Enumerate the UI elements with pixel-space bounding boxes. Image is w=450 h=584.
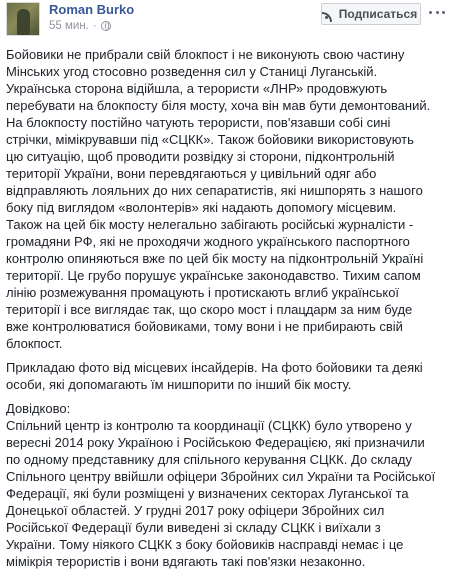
text-line: Бойовики не прибрали свій блокпост і не виконують свою частину [6,47,405,62]
globe-icon[interactable] [101,21,111,31]
follow-button[interactable] [321,3,421,25]
text-line: боку під виглядом «волонтерів» які надають допомогу місцевим. [6,200,397,215]
text-line: Довідково: [6,401,71,416]
text-line: вересні 2014 року Україною і Російською Федерацією, які призначили [6,435,425,450]
text-line: Мінських угод стосовно розведення сил у Станиці Луганській. [6,64,378,79]
text-line: відправляють лояльних до них сепаратистів, які нишпорять з нашого [6,183,423,198]
text-line: Спільного центру ввійшли офіцери Збройних сил України та Російської [6,469,436,484]
text-line: Спільний центр із контролю та координації (СЦКК) було утворено у [6,418,412,433]
text-line: України. Тому ніякого СЦКК з боку бойовиків насправді немає і це [6,537,404,552]
text-line: блокпост. [6,336,63,351]
post-body [6,46,446,577]
text-line: території України, вони перевдягаються у цивільний одяг або [6,166,377,181]
author-name[interactable]: Roman Burko [49,2,135,17]
text-line: На блокпосту постійно чатують терористи, пов'язавши собі сині [6,115,391,130]
text-line: особи, які допомагають їм нишпорити по інший бік мосту. [6,377,352,392]
text-line: Федерації, які були розміщені у визначених секторах Луганської та [6,486,409,501]
text-line: по одному представнику для спільного керування СЦКК. До складу [6,452,413,467]
post-time[interactable]: 55 мин. [49,20,89,32]
text-line: Донецької областей. У грудні 2017 року офіцери Збройних сил [6,503,385,518]
follow-label: Подписаться [338,7,418,21]
post-header [0,0,450,40]
more-options-icon[interactable] [429,6,445,18]
rss-icon [325,10,334,19]
text-line: території і все виглядає так, що скоро мост і плацдарм за ним буде [6,302,413,317]
avatar[interactable] [6,2,40,36]
text-line: мімікрія терористів і вони вдягають такі пов'язки незаконно. [6,554,366,569]
text-line: Українська сторона відійшла, а терористи «ЛНР» продовжують [6,81,388,96]
avatar-figure [17,9,30,35]
text-line: цю ситуацію, щоб проводити розвідку зі сторони, підконтрольній [6,149,395,164]
text-line: стрічки, мімікрувавши під «СЦКК». Також бойовики використовують [6,132,414,147]
middle-dot: · [92,20,97,32]
text-line: Прикладаю фото від місцевих інсайдерів. На фото бойовики та деякі [6,360,423,375]
post-paragraph [6,400,446,570]
text-line: перебувати на блокпосту біля мосту, хоча він мав бути демонтований. [6,98,431,113]
text-line: території. Це грубо порушує українське законодавство. Тихим сапом [6,268,421,283]
post-meta [49,20,111,32]
text-line: Російської Федерації були виведені зі складу СЦКК і виїхали з [6,520,381,535]
text-line: вже контролюватися бойовиками, тому вони і не прибирають свій [6,319,403,334]
text-line: контролю опиняються вже по цей бік мосту на підконтрольній Україні [6,251,424,266]
text-line: Також на цей бік мосту нелегально забігають російські журналісти - [6,217,414,232]
post-paragraph [6,46,446,352]
text-line: лінію розмежування промацують і протискають вглиб української [6,285,400,300]
text-line: громадяни РФ, які не проходячи жодного українського паспортного [6,234,410,249]
post-paragraph [6,359,446,393]
